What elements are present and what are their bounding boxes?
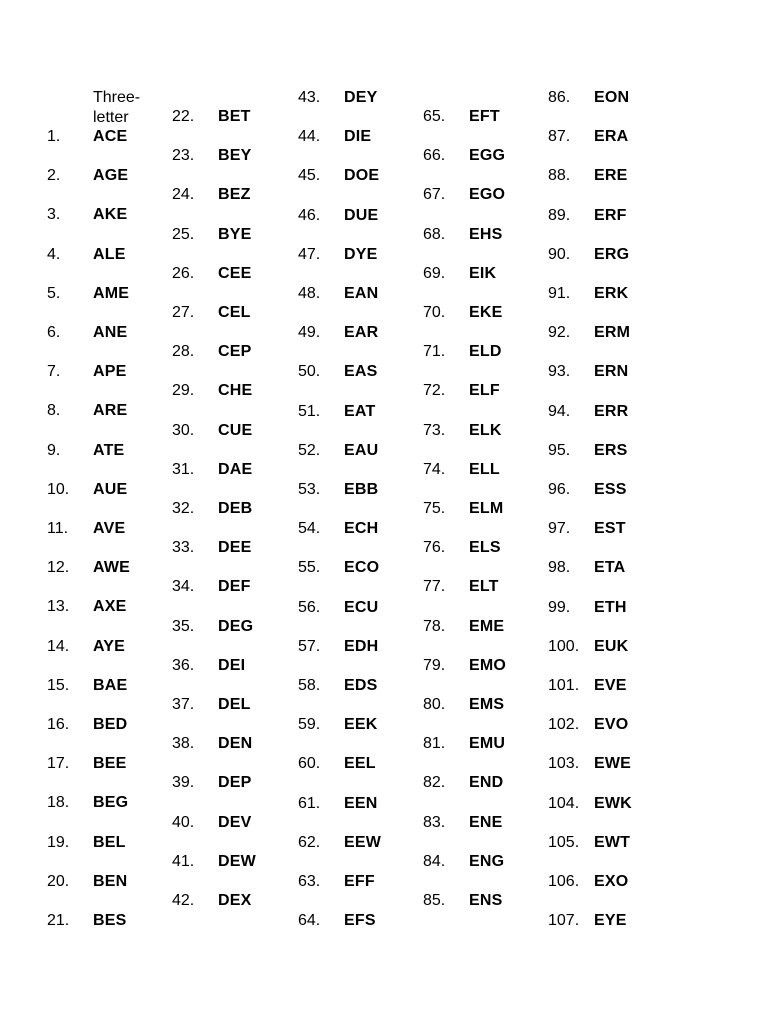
- item-number: 101.: [548, 677, 580, 694]
- item-word: AME: [93, 284, 130, 302]
- item-number: 68.: [423, 225, 446, 243]
- item-number: 34.: [172, 578, 195, 596]
- item-number: 105.: [548, 833, 580, 851]
- item-number: 19.: [47, 833, 70, 851]
- item-number: 94.: [548, 402, 571, 420]
- item-number: 71.: [423, 343, 446, 361]
- item-number: 39.: [172, 774, 195, 792]
- item-word: EDH: [344, 637, 379, 655]
- item-number: 6.: [47, 324, 61, 341]
- item-word: ERF: [594, 206, 627, 224]
- item-word: DEG: [218, 617, 254, 635]
- item-number: 81.: [423, 735, 446, 753]
- item-number: 90.: [548, 245, 571, 263]
- item-word: EST: [594, 520, 626, 538]
- item-number: 2.: [47, 167, 61, 185]
- item-word: ERR: [594, 402, 629, 420]
- item-word: BED: [93, 716, 128, 733]
- item-number: 70.: [423, 304, 446, 321]
- item-number: 65.: [423, 108, 446, 125]
- item-word: BYE: [218, 225, 252, 243]
- item-word: AVE: [93, 520, 126, 537]
- item-word: DEY: [344, 89, 378, 106]
- item-number: 95.: [548, 441, 571, 459]
- item-word: AGE: [93, 167, 129, 185]
- item-word: ELT: [469, 578, 499, 596]
- item-number: 82.: [423, 774, 446, 792]
- item-word: ELS: [469, 539, 501, 557]
- item-number: 88.: [548, 167, 571, 185]
- item-word: EUK: [594, 637, 629, 655]
- item-number: 53.: [298, 481, 321, 498]
- item-number: 87.: [548, 128, 571, 146]
- item-word: DOE: [344, 167, 380, 185]
- item-number: 36.: [172, 656, 195, 674]
- item-number: 29.: [172, 382, 195, 400]
- item-word: ANE: [93, 324, 128, 341]
- item-word: EXO: [594, 873, 629, 890]
- item-word: APE: [93, 363, 127, 381]
- item-number: 93.: [548, 363, 571, 381]
- item-word: DEP: [218, 774, 252, 792]
- item-word: ENE: [469, 813, 503, 831]
- item-number: 103.: [548, 755, 580, 773]
- item-word: ECH: [344, 520, 379, 538]
- item-word: ECO: [344, 559, 380, 577]
- item-word: BEG: [93, 794, 129, 812]
- item-word: DIE: [344, 128, 372, 146]
- item-word: EFS: [344, 912, 376, 930]
- item-word: CEL: [218, 304, 251, 321]
- item-number: 32.: [172, 500, 195, 517]
- item-number: 67.: [423, 186, 446, 204]
- item-word: ERG: [594, 245, 630, 263]
- item-number: 43.: [298, 89, 321, 106]
- item-word: DEB: [218, 500, 253, 517]
- item-number: 60.: [298, 755, 321, 773]
- item-number: 100.: [548, 637, 580, 655]
- item-number: 102.: [548, 716, 580, 734]
- item-number: 58.: [298, 677, 321, 694]
- item-number: 92.: [548, 324, 571, 342]
- item-number: 73.: [423, 421, 446, 439]
- item-number: 79.: [423, 656, 446, 674]
- item-word: EAN: [344, 285, 379, 302]
- item-number: 30.: [172, 421, 195, 439]
- item-word: EWK: [594, 794, 632, 812]
- item-number: 85.: [423, 892, 446, 909]
- item-number: 42.: [172, 892, 195, 909]
- item-number: 9.: [47, 441, 61, 459]
- item-number: 106.: [548, 873, 580, 890]
- item-number: 8.: [47, 402, 61, 420]
- item-word: ECU: [344, 598, 379, 616]
- item-word: BEL: [93, 833, 126, 851]
- item-number: 26.: [172, 264, 195, 282]
- item-number: 22.: [172, 108, 195, 125]
- item-word: BEY: [218, 147, 252, 165]
- item-number: 97.: [548, 520, 571, 538]
- item-number: 86.: [548, 89, 571, 106]
- item-number: 5.: [47, 284, 61, 302]
- item-number: 28.: [172, 343, 195, 361]
- item-word: EVO: [594, 716, 629, 734]
- item-word: EMS: [469, 696, 505, 713]
- item-word: DEV: [218, 813, 252, 831]
- item-word: EEN: [344, 794, 378, 812]
- item-word: EWT: [594, 833, 631, 851]
- item-word: EYE: [594, 912, 627, 930]
- item-number: 57.: [298, 637, 321, 655]
- item-word: ENG: [469, 852, 505, 870]
- item-word: EHS: [469, 225, 503, 243]
- item-word: EWE: [594, 755, 632, 773]
- item-number: 3.: [47, 206, 61, 224]
- item-number: 10.: [47, 480, 70, 498]
- item-word: EKE: [469, 304, 503, 321]
- item-number: 38.: [172, 735, 195, 753]
- item-number: 51.: [298, 402, 321, 420]
- item-number: 72.: [423, 382, 446, 400]
- item-word: DAE: [218, 460, 253, 478]
- item-word: EEW: [344, 833, 382, 851]
- item-number: 33.: [172, 539, 195, 557]
- item-word: BEZ: [218, 186, 251, 204]
- item-number: 91.: [548, 285, 571, 302]
- item-number: 13.: [47, 598, 70, 616]
- item-number: 4.: [47, 245, 61, 263]
- item-number: 45.: [298, 167, 321, 185]
- item-word: DUE: [344, 206, 379, 224]
- item-number: 61.: [298, 794, 321, 812]
- item-word: EGG: [469, 147, 506, 165]
- item-number: 37.: [172, 696, 195, 713]
- item-word: AXE: [93, 598, 127, 616]
- item-number: 64.: [298, 912, 321, 930]
- item-number: 74.: [423, 460, 446, 478]
- item-number: 11.: [47, 520, 69, 537]
- item-number: 54.: [298, 520, 321, 538]
- item-word: ETH: [594, 598, 627, 616]
- item-number: 104.: [548, 794, 580, 812]
- item-word: ERM: [594, 324, 631, 342]
- item-word: BET: [218, 108, 251, 125]
- item-number: 59.: [298, 716, 321, 734]
- item-number: 56.: [298, 598, 321, 616]
- item-number: 98.: [548, 559, 571, 577]
- item-number: 69.: [423, 264, 446, 282]
- item-word: EBB: [344, 481, 379, 498]
- item-word: EVE: [594, 677, 627, 694]
- item-word: EMO: [469, 656, 507, 674]
- item-number: 50.: [298, 363, 321, 381]
- item-word: ATE: [93, 441, 125, 459]
- item-number: 77.: [423, 578, 446, 596]
- item-word: EAT: [344, 402, 376, 420]
- item-word: BES: [93, 912, 127, 929]
- list-heading: Three-letter: [93, 89, 141, 126]
- item-word: CUE: [218, 421, 253, 439]
- item-word: ELK: [469, 421, 502, 439]
- item-word: DEW: [218, 852, 256, 870]
- item-word: EEL: [344, 755, 376, 773]
- item-number: 31.: [172, 460, 195, 478]
- item-word: ARE: [93, 402, 128, 420]
- item-number: 17.: [47, 755, 70, 773]
- item-word: ENS: [469, 892, 503, 909]
- item-word: EAR: [344, 324, 379, 342]
- item-number: 62.: [298, 833, 321, 851]
- item-word: DYE: [344, 245, 378, 263]
- item-word: ACE: [93, 128, 128, 145]
- item-number: 52.: [298, 441, 321, 459]
- item-word: BEE: [93, 755, 127, 773]
- item-number: 41.: [172, 852, 195, 870]
- item-number: 66.: [423, 147, 446, 165]
- item-word: EMU: [469, 735, 506, 753]
- item-word: ERK: [594, 285, 629, 302]
- item-number: 89.: [548, 206, 571, 224]
- item-number: 21.: [47, 912, 70, 929]
- item-number: 78.: [423, 617, 446, 635]
- item-number: 14.: [47, 637, 70, 655]
- item-word: AKE: [93, 206, 128, 224]
- item-number: 16.: [47, 716, 70, 733]
- item-word: ERA: [594, 128, 629, 146]
- item-number: 47.: [298, 245, 321, 263]
- item-word: EEK: [344, 716, 378, 734]
- item-word: DEN: [218, 735, 253, 753]
- item-word: EDS: [344, 677, 378, 694]
- item-number: 49.: [298, 324, 321, 342]
- item-number: 24.: [172, 186, 195, 204]
- item-word: EAU: [344, 441, 379, 459]
- item-word: DEE: [218, 539, 252, 557]
- item-word: ALE: [93, 245, 126, 263]
- item-word: EAS: [344, 363, 378, 381]
- item-word: ELL: [469, 460, 500, 478]
- item-number: 12.: [47, 559, 70, 577]
- item-number: 46.: [298, 206, 321, 224]
- item-word: ESS: [594, 481, 627, 498]
- item-number: 35.: [172, 617, 195, 635]
- item-word: EFT: [469, 108, 500, 125]
- item-word: EFF: [344, 873, 375, 890]
- item-word: ELF: [469, 382, 500, 400]
- item-number: 40.: [172, 813, 195, 831]
- item-number: 27.: [172, 304, 195, 321]
- item-word: EIK: [469, 264, 497, 282]
- item-number: 18.: [47, 794, 70, 812]
- item-word: EME: [469, 617, 505, 635]
- item-word: ERE: [594, 167, 628, 185]
- item-number: 15.: [47, 676, 70, 694]
- item-number: 107.: [548, 912, 580, 930]
- item-number: 7.: [47, 363, 61, 381]
- item-number: 76.: [423, 539, 446, 557]
- item-number: 44.: [298, 128, 321, 146]
- item-word: AYE: [93, 637, 126, 655]
- item-number: 48.: [298, 285, 321, 302]
- item-word: ERS: [594, 441, 628, 459]
- item-word: ERN: [594, 363, 629, 381]
- item-number: 25.: [172, 225, 195, 243]
- item-number: 80.: [423, 696, 446, 713]
- item-word: AUE: [93, 480, 128, 498]
- item-word: CHE: [218, 382, 253, 400]
- item-number: 1.: [47, 128, 61, 145]
- item-word: BEN: [93, 872, 128, 890]
- item-word: EGO: [469, 186, 506, 204]
- item-word: ELM: [469, 500, 504, 517]
- item-word: ETA: [594, 559, 626, 577]
- item-word: DEI: [218, 656, 246, 674]
- item-word: END: [469, 774, 504, 792]
- item-word: CEE: [218, 264, 252, 282]
- item-word: CEP: [218, 343, 252, 361]
- item-number: 63.: [298, 873, 321, 890]
- item-number: 83.: [423, 813, 446, 831]
- item-word: AWE: [93, 559, 131, 577]
- item-word: DEF: [218, 578, 251, 596]
- item-word: ELD: [469, 343, 502, 361]
- item-number: 75.: [423, 500, 446, 517]
- item-word: DEX: [218, 892, 252, 909]
- item-number: 96.: [548, 481, 571, 498]
- item-word: DEL: [218, 696, 251, 713]
- item-number: 23.: [172, 147, 195, 165]
- item-number: 55.: [298, 559, 321, 577]
- item-number: 84.: [423, 852, 446, 870]
- item-number: 20.: [47, 872, 70, 890]
- item-word: EON: [594, 89, 630, 106]
- item-number: 99.: [548, 598, 571, 616]
- item-word: BAE: [93, 676, 128, 694]
